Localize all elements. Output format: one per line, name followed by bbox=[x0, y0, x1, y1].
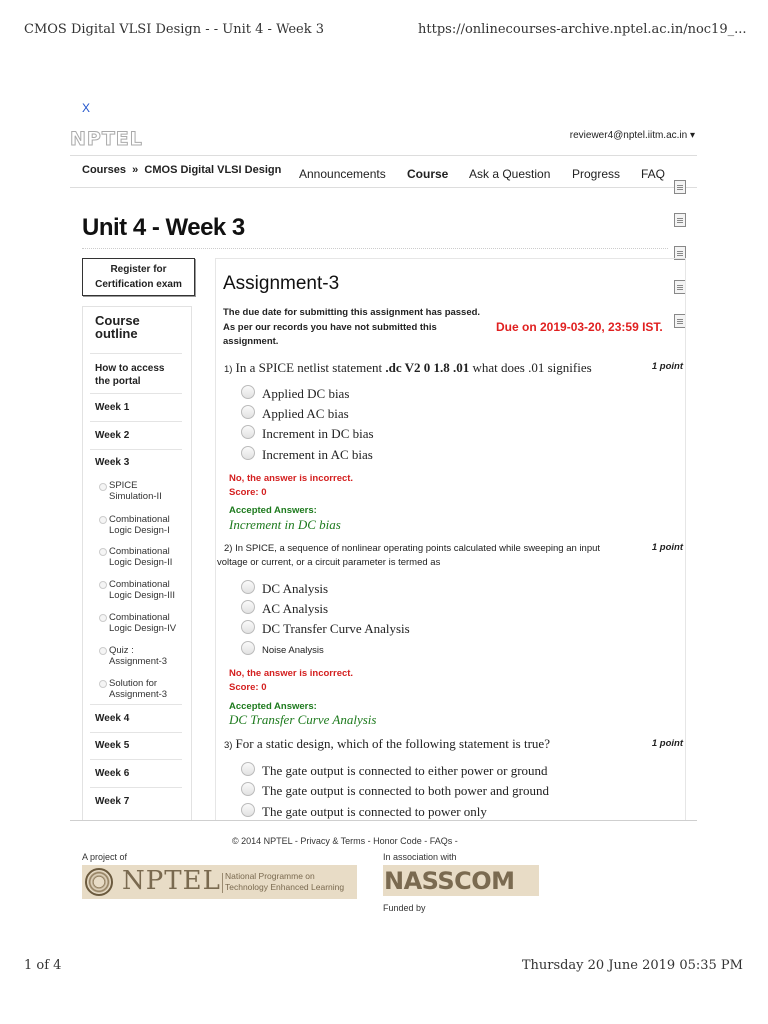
sidebar-item-week5[interactable]: Week 5 bbox=[95, 740, 130, 751]
question-text: For a static design, which of the following statement is true? bbox=[235, 736, 550, 751]
not-submitted-notice bbox=[223, 321, 437, 349]
sidebar-divider bbox=[90, 353, 182, 354]
option-label: Applied DC bias bbox=[262, 386, 350, 401]
sidebar-item-how-to-access[interactable] bbox=[95, 362, 164, 388]
subitem-line: Logic Design-IV bbox=[109, 623, 177, 634]
question-2 bbox=[217, 542, 637, 570]
due-date: Due on 2019-03-20, 23:59 IST. bbox=[496, 320, 663, 334]
question-points: 1 point bbox=[651, 738, 683, 749]
sidebar-divider bbox=[90, 393, 182, 394]
how-to-access-line1: How to access bbox=[95, 363, 165, 374]
nptel-logo[interactable]: NPTEL bbox=[70, 128, 143, 150]
radio-button[interactable] bbox=[241, 782, 255, 796]
print-datetime: Thursday 20 June 2019 05:35 PM bbox=[521, 958, 743, 973]
question-number: 3) bbox=[224, 740, 233, 751]
radio-button[interactable] bbox=[241, 446, 255, 460]
circle-icon bbox=[99, 614, 107, 622]
course-outline-heading bbox=[95, 314, 140, 340]
nav-course[interactable]: Course bbox=[407, 167, 449, 181]
score: Score: 0 bbox=[229, 682, 267, 693]
funded-by-label: Funded by bbox=[383, 903, 426, 913]
nptel-logo-text: NPTEL bbox=[122, 866, 221, 896]
sidebar-divider bbox=[90, 421, 182, 422]
assignment-title: Assignment-3 bbox=[223, 273, 340, 294]
subitem-line: Simulation-II bbox=[109, 491, 162, 502]
sidebar-divider bbox=[90, 704, 182, 705]
question-points: 1 point bbox=[651, 361, 683, 372]
sidebar-subitem-solution-assignment-3[interactable] bbox=[109, 678, 189, 700]
option-label: Noise Analysis bbox=[262, 645, 324, 656]
sidebar-subitem-combinational-logic-i[interactable] bbox=[109, 514, 189, 536]
radio-button[interactable] bbox=[241, 641, 255, 655]
radio-button[interactable] bbox=[241, 803, 255, 817]
print-header-title: CMOS Digital VLSI Design - - Unit 4 - Week 3 bbox=[24, 22, 325, 37]
how-to-access-line2: the portal bbox=[95, 376, 141, 387]
sidebar-subitem-quiz-assignment-3[interactable] bbox=[109, 645, 189, 667]
sidebar-subitem-combinational-logic-iv[interactable] bbox=[109, 612, 189, 634]
sidebar-divider bbox=[90, 787, 182, 788]
accepted-answers-label: Accepted Answers: bbox=[229, 505, 317, 516]
nptel-footer-logo[interactable] bbox=[82, 865, 357, 899]
print-header-url: https://onlinecourses-archive.nptel.ac.in/noc19_... bbox=[418, 22, 747, 37]
tagline-line1: National Programme on bbox=[225, 871, 315, 881]
nasscom-logo-text: NASSCOM bbox=[384, 867, 515, 895]
outline-heading-line1: Course bbox=[95, 313, 140, 328]
print-page-number: 1 of 4 bbox=[24, 958, 62, 973]
radio-button[interactable] bbox=[241, 405, 255, 419]
option-label: The gate output is connected to either power or ground bbox=[262, 763, 548, 778]
tagline-line2: Technology Enhanced Learning bbox=[225, 882, 345, 892]
radio-button[interactable] bbox=[241, 580, 255, 594]
option-label: AC Analysis bbox=[262, 601, 329, 616]
radio-button[interactable] bbox=[241, 385, 255, 399]
page-title: Unit 4 - Week 3 bbox=[82, 214, 245, 241]
sidebar-item-week3[interactable]: Week 3 bbox=[95, 457, 130, 468]
option-label: The gate output is connected to both power and ground bbox=[262, 783, 550, 798]
sidebar-item-week6[interactable]: Week 6 bbox=[95, 768, 130, 779]
register-certification-button[interactable] bbox=[82, 258, 195, 296]
register-label-line2: Certification exam bbox=[95, 279, 182, 290]
sidebar-divider bbox=[90, 732, 182, 733]
document-icon bbox=[674, 180, 686, 194]
subitem-line: SPICE bbox=[109, 480, 138, 491]
subitem-line: Assignment-3 bbox=[109, 689, 168, 700]
outline-heading-line2: outline bbox=[95, 326, 138, 341]
option-label: DC Analysis bbox=[262, 581, 329, 596]
result-message: No, the answer is incorrect. bbox=[229, 668, 354, 679]
question-1 bbox=[224, 360, 592, 376]
radio-button[interactable] bbox=[241, 620, 255, 634]
question-text-line2: voltage or current, or a circuit parameter is termed as bbox=[217, 557, 441, 568]
sidebar-subitem-spice-simulation-ii[interactable] bbox=[109, 480, 189, 502]
question-number: 1) bbox=[224, 364, 233, 375]
option-label: Applied AC bias bbox=[262, 406, 349, 421]
document-icon bbox=[674, 213, 686, 227]
sidebar-subitem-combinational-logic-ii[interactable] bbox=[109, 546, 189, 568]
sidebar-item-week4[interactable]: Week 4 bbox=[95, 713, 130, 724]
nav-announcements[interactable]: Announcements bbox=[299, 167, 386, 181]
due-passed-notice: The due date for submitting this assignment has passed. bbox=[223, 307, 481, 318]
question-points: 1 point bbox=[651, 542, 683, 553]
logo-divider bbox=[222, 873, 223, 893]
subitem-line: Logic Design-I bbox=[109, 525, 170, 536]
accepted-answers-label: Accepted Answers: bbox=[229, 701, 317, 712]
sidebar-divider bbox=[90, 449, 182, 450]
breadcrumb-separator: » bbox=[132, 164, 139, 176]
subitem-line: Combinational bbox=[109, 612, 170, 623]
subitem-line: Assignment-3 bbox=[109, 656, 168, 667]
breadcrumb-course[interactable]: CMOS Digital VLSI Design bbox=[144, 164, 282, 176]
header-divider bbox=[70, 155, 697, 156]
subitem-line: Combinational bbox=[109, 514, 170, 525]
nptel-emblem-icon bbox=[85, 868, 113, 896]
sidebar-item-week1[interactable]: Week 1 bbox=[95, 402, 130, 413]
subitem-line: Quiz : bbox=[109, 645, 134, 656]
nav-divider bbox=[70, 187, 697, 188]
nptel-tagline bbox=[225, 871, 344, 893]
nav-ask-question[interactable]: Ask a Question bbox=[469, 167, 551, 181]
sidebar-divider bbox=[90, 759, 182, 760]
circle-icon bbox=[99, 647, 107, 655]
option-label: Increment in AC bias bbox=[262, 447, 373, 462]
sidebar-subitem-combinational-logic-iii[interactable] bbox=[109, 579, 189, 601]
nav-progress[interactable]: Progress bbox=[572, 167, 621, 181]
nasscom-logo[interactable] bbox=[383, 865, 539, 896]
nav-faq[interactable]: FAQ bbox=[641, 167, 666, 181]
question-text-bold: .dc V2 0 1.8 .01 bbox=[385, 360, 470, 375]
not-submitted-line1: As per our records you have not submitted this bbox=[223, 322, 437, 333]
result-message: No, the answer is incorrect. bbox=[229, 473, 354, 484]
subitem-line: Combinational bbox=[109, 546, 170, 557]
breadcrumb-courses[interactable]: Courses bbox=[82, 164, 127, 176]
subitem-line: Combinational bbox=[109, 579, 170, 590]
radio-button[interactable] bbox=[241, 600, 255, 614]
project-of-label: A project of bbox=[82, 852, 128, 862]
score: Score: 0 bbox=[229, 487, 267, 498]
breadcrumb bbox=[82, 164, 281, 176]
subitem-line: Logic Design-III bbox=[109, 590, 176, 601]
footer-divider bbox=[70, 820, 697, 821]
option-label: DC Transfer Curve Analysis bbox=[262, 621, 410, 636]
question-text-pre: In a SPICE netlist statement bbox=[235, 360, 386, 375]
subitem-line: Logic Design-II bbox=[109, 557, 173, 568]
circle-icon bbox=[99, 581, 107, 589]
subitem-line: Solution for bbox=[109, 678, 158, 689]
radio-button[interactable] bbox=[241, 425, 255, 439]
question-text-line1: In SPICE, a sequence of nonlinear operating points calculated while sweeping an input bbox=[235, 543, 601, 554]
sidebar-item-week2[interactable]: Week 2 bbox=[95, 430, 130, 441]
not-submitted-line2: assignment. bbox=[223, 336, 279, 347]
question-number: 2) bbox=[224, 543, 233, 554]
circle-icon bbox=[99, 516, 107, 524]
footer-copyright[interactable]: © 2014 NPTEL - Privacy & Terms - Honor Code - FAQs - bbox=[232, 836, 458, 846]
option-label: The gate output is connected to power only bbox=[262, 804, 487, 819]
option-label: Increment in DC bias bbox=[262, 426, 374, 441]
accepted-answer: DC Transfer Curve Analysis bbox=[229, 712, 377, 727]
question-3 bbox=[224, 736, 550, 752]
question-text-post: what does .01 signifies bbox=[469, 360, 592, 375]
user-menu[interactable]: reviewer4@nptel.iitm.ac.in ▾ bbox=[569, 130, 695, 141]
title-divider bbox=[82, 248, 668, 249]
accepted-answer: Increment in DC bias bbox=[229, 517, 341, 532]
sidebar-item-week7[interactable]: Week 7 bbox=[95, 796, 130, 807]
association-label: In association with bbox=[383, 852, 457, 862]
radio-button[interactable] bbox=[241, 762, 255, 776]
circle-icon bbox=[99, 548, 107, 556]
circle-icon bbox=[99, 680, 107, 688]
register-label-line1: Register for bbox=[110, 264, 167, 275]
circle-icon bbox=[99, 483, 107, 491]
close-link[interactable]: X bbox=[82, 101, 91, 115]
